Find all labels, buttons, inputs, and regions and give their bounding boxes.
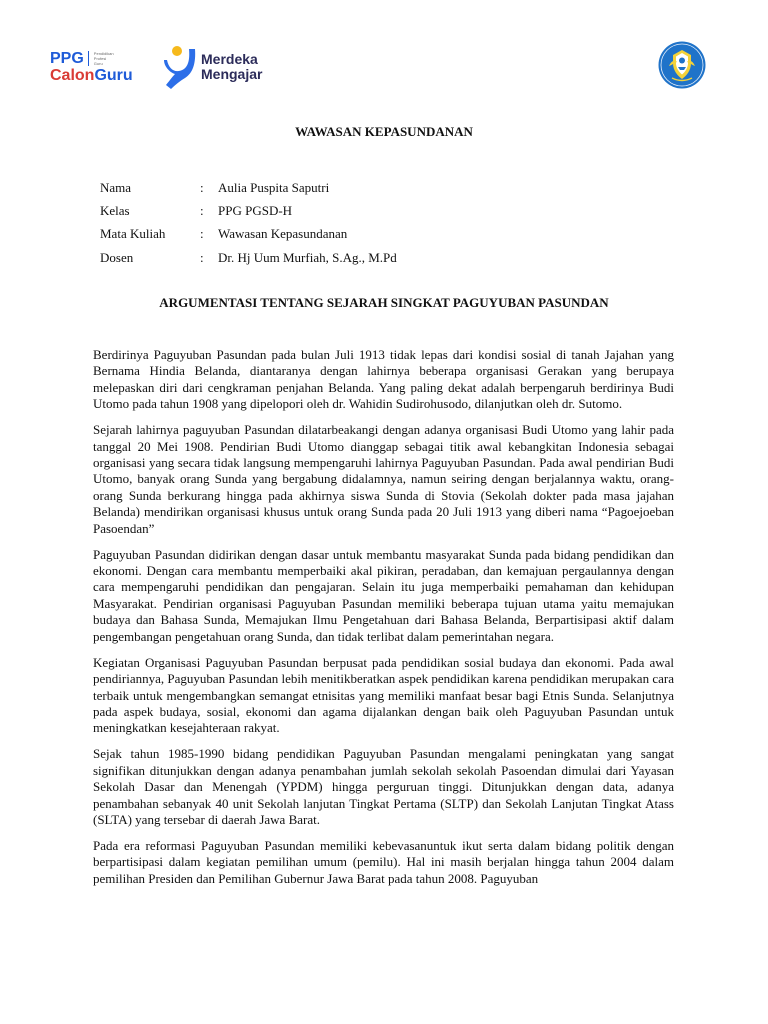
info-label: Nama [100, 179, 132, 195]
calon-guru-text: CalonGuru [50, 67, 133, 84]
ppg-calon-guru-logo [50, 50, 150, 90]
student-info-table [100, 176, 397, 270]
info-row-nama [100, 176, 397, 199]
info-row-kelas [100, 199, 397, 222]
body-paragraph: Berdirinya Paguyuban Pasundan pada bulan Juli 1913 tidak lepas dari kondisi sosial di tanah Jajahan yang Bernama Hindia Belanda, diantaranya dengan lahirnya beberapa organisasi Gerakan yang berupaya melepaskan diri dari cengkraman penjahan Belanda. Yang paling dekat adalah berpengaruh berdirinya Budi Utomo pada tahun 1908 yang dipelopori oleh dr. Wahidin Sudirohusodo, dilanjutkan oleh dr. Sutomo. [93, 347, 674, 412]
body-paragraph: Sejak tahun 1985-1990 bidang pendidikan Paguyuban Pasundan mengalami peningkatan yang sangat signifikan ditunjukkan dengan adanya penambahan jumlah sekolah sekolah Pasoendan dimulai dari Yayasan Sekolah Dasar dan Menengah (YPDM) hingga perguruan tinggi. Ditunjukkan dengan data, adanya penambahan sebanyak 40 unit Sekolah lanjutan Tingkat Pertama (SLTP) dan Sekolah Lanjutan Tingkat Atass (SLTA) yang tersebar di daerah Jawa Barat. [93, 746, 674, 827]
info-colon: : [200, 179, 204, 195]
info-label: Kelas [100, 203, 130, 219]
merdeka-mengajar-logo [164, 45, 284, 89]
ppg-logo-text: PPG [50, 50, 84, 67]
merdeka-text: Merdeka [201, 51, 258, 67]
info-value: PPG PGSD-H [218, 203, 293, 219]
merdeka-mengajar-icon [164, 45, 198, 89]
body-paragraph: Kegiatan Organisasi Paguyuban Pasundan berpusat pada pendidikan sosial budaya dan ekonomi. Pada awal pendiriannya, Paguyuban Pasundan lebih menitikberatkan aspek pendidikan karena pendidikan merupakan cara terbaik untuk mengembangkan semangat etnisitas yang memiliki manfaat besar bagi Etnis Sunda. Selanjutnya pada aspek budaya, sosial, ekonomi dan agama dijalankan dengan baik oleh Paguyuban Pasundan untuk meningkatkan kesejahteraan rakyat. [93, 654, 674, 736]
ppg-logo-subtext: Pendidikan Profesi Guru [93, 51, 114, 66]
document-title: WAWASAN KEPASUNDANAN [295, 124, 473, 139]
tut-wuri-handayani-emblem-icon [658, 41, 706, 89]
body-paragraph: Sejarah lahirnya paguyuban Pasundan dilatarbeakangi dengan adanya organisasi Budi Utomo yang lahir pada tanggal 20 Mei 1908. Pendirian Budi Utomo dianggap sebagai titik awal kebangkitan Indonesia sebagai organisasi yang secara tidak langsung mempengaruhi lahirnya Paguyuban Pasundan. Pada awal pendirian Budi Utomo, banyak orang Sunda yang bergabung didalamnya, namun seiring dengan berjalannya waktu, orang- orang Sunda berkurang hingga pada akhirnya siswa Sunda di Stovia (Sekolah dokter pada masa jajahan Belanda) mendirikan organisasi khusus untuk orang Sunda pada 20 Juli 1913 yang diberi nama “Pagoejoeban Pasoendan” [93, 422, 674, 536]
document-body [93, 347, 674, 897]
mengajar-text: Mengajar [201, 66, 263, 82]
body-paragraph: Pada era reformasi Paguyuban Pasundan memiliki kebevasanuntuk ikut serta dalam bidang politik dengan berpartisipasi dalam kegiatan pemilihan umum (pemilu). Hal ini masih berjalan hingga tahun 2004 dalam pemilihan Presiden dan Pemilihan Gubernur Jawa Barat pada tahun 2008. Paguyuban [93, 837, 674, 886]
info-colon: : [200, 203, 204, 219]
ppg-logo-divider [88, 51, 89, 66]
info-row-mata-kuliah [100, 223, 397, 246]
info-colon: : [200, 226, 204, 242]
section-heading: ARGUMENTASI TENTANG SEJARAH SINGKAT PAGUYUBAN PASUNDAN [159, 295, 609, 310]
info-label: Mata Kuliah [100, 226, 166, 242]
info-label: Dosen [100, 249, 134, 265]
info-value: Wawasan Kepasundanan [218, 226, 348, 242]
info-row-dosen [100, 246, 397, 269]
info-value: Aulia Puspita Saputri [218, 179, 330, 195]
info-value: Dr. Hj Uum Murfiah, S.Ag., M.Pd [218, 249, 397, 265]
body-paragraph: Paguyuban Pasundan didirikan dengan dasar untuk membantu masyarakat Sunda pada bidang pendidikan dan ekonomi. Dengan cara membantu memperbaiki akal pikiran, peradaban, dan kemajuan pergaulannya dengan cara mempengaruhi pendidikan dan pengajaran. Selain itu juga memperbaiki pemahaman dan kehidupan Masyarakat. Pendirian organisasi Paguyuban Pasundan memiliki beberapa tujuan utama yaitu memajukan budaya dan Bahasa Sunda, Memajukan Ilmu Pengetahuan dari Bahasa Belanda, Berpartisipasi aktif dalam pengembangan pengetahuan orang Sunda, dan tidak terlibat dalam pemerintahan negara. [93, 546, 674, 644]
info-colon: : [200, 249, 204, 265]
